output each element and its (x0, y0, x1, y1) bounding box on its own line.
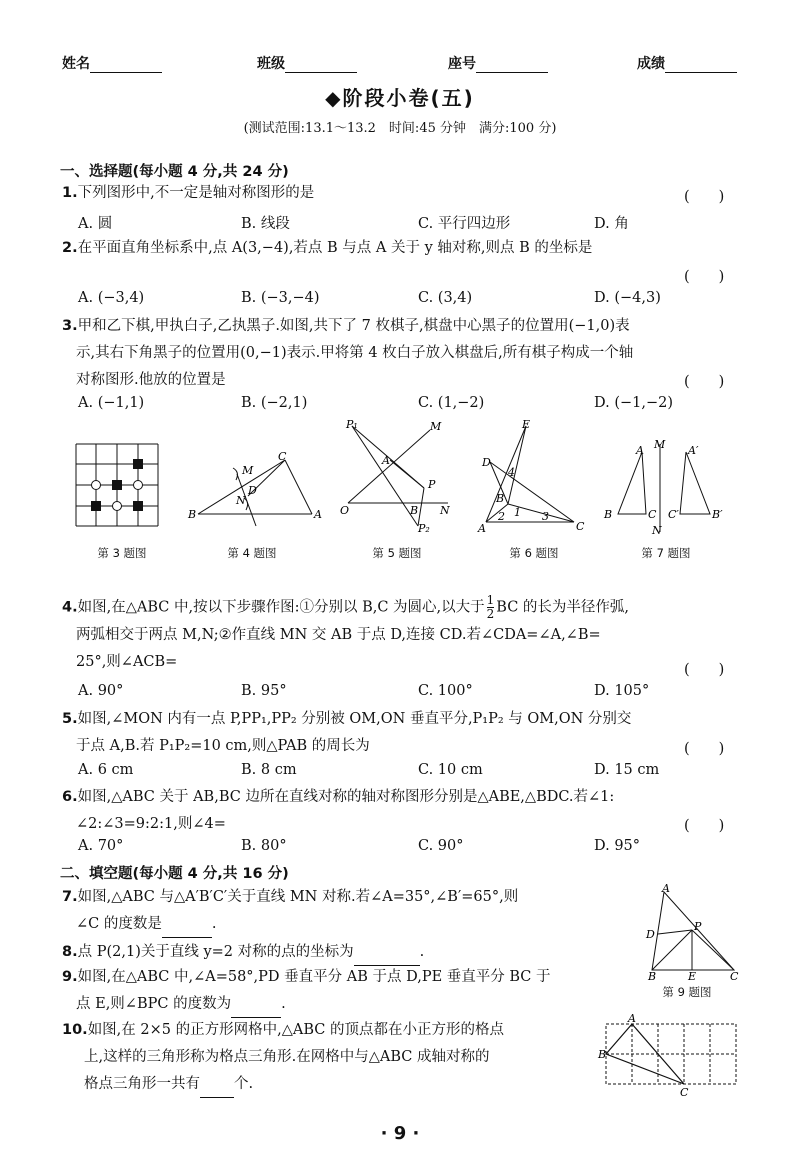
q5-line1: 如图,∠MON 内有一点 P,PP₁,PP₂ 分别被 OM,ON 垂直平分,P₁P₂ 与 OM,ON 分别交 (77, 711, 632, 727)
score-blank[interactable] (665, 59, 737, 73)
page-title: ◆阶段小卷(五) (325, 86, 475, 110)
q3-number: 3. (62, 318, 78, 334)
svg-text:E: E (522, 418, 531, 431)
q4-line3: 25°,则∠ACB= (76, 653, 178, 670)
seat-blank[interactable] (476, 59, 548, 73)
q1-option-c[interactable]: C. 平行四边形 (418, 216, 511, 232)
q3-answer-paren[interactable]: ( ) (684, 374, 725, 390)
svg-text:B: B (598, 1048, 607, 1061)
figure-4-caption: 第 4 题图 (227, 546, 277, 560)
q7-line1: 如图,△ABC 与△A′B′C′关于直线 MN 对称.若∠A=35°,∠B′=65°,则 (77, 889, 519, 905)
figure-6-caption: 第 6 题图 (509, 546, 559, 560)
q1-option-d[interactable]: D. 角 (594, 216, 629, 232)
svg-text:3: 3 (542, 510, 549, 523)
svg-text:M: M (242, 464, 254, 477)
q2-text: 在平面直角坐标系中,点 A(3,−4),若点 B 与点 A 关于 y 轴对称,则点 B 的坐标是 (77, 240, 593, 256)
q8-number: 8. (62, 944, 78, 960)
q4-line2: 两弧相交于两点 M,N;②作直线 MN 交 AB 于点 D,连接 CD.若∠CDA=∠A,∠B= (76, 626, 601, 643)
q9-line1: 如图,在△ABC 中,∠A=58°,PD 垂直平分 AB 于点 D,PE 垂直平分 BC 于 (77, 969, 551, 985)
q4-number: 4. (62, 599, 78, 616)
name-field[interactable] (62, 53, 162, 73)
svg-text:P: P (694, 920, 702, 933)
q4-option-d[interactable]: D. 105° (594, 683, 650, 699)
q5-option-c[interactable]: C. 10 cm (418, 762, 483, 778)
class-label: 班级 (257, 56, 285, 72)
seat-field[interactable] (448, 53, 548, 73)
svg-text:N: N (236, 494, 246, 507)
q8-text-a: 点 P(2,1)关于直线 y=2 对称的点的坐标为 (77, 944, 354, 960)
q4-answer-paren[interactable]: ( ) (684, 662, 725, 678)
figure-9-caption: 第 9 题图 (662, 985, 712, 999)
figure-4-triangle (188, 452, 324, 532)
svg-text:B: B (604, 508, 613, 521)
q2-option-c[interactable]: C. (3,4) (418, 290, 473, 306)
question-2 (62, 235, 742, 262)
question-5 (62, 706, 742, 760)
question-4 (62, 594, 742, 676)
q9-answer-blank[interactable] (231, 1002, 281, 1018)
class-blank[interactable] (285, 59, 357, 73)
q5-option-d[interactable]: D. 15 cm (594, 762, 660, 778)
svg-text:4: 4 (508, 466, 515, 479)
svg-text:N: N (440, 504, 450, 517)
name-label: 姓名 (62, 56, 90, 72)
svg-text:B′: B′ (712, 508, 723, 521)
q7-number: 7. (62, 889, 78, 905)
q9-line2b: . (281, 996, 286, 1012)
svg-text:E: E (688, 970, 697, 983)
svg-text:P₁: P₁ (346, 418, 358, 431)
question-1 (62, 180, 742, 207)
svg-text:P₂: P₂ (418, 522, 430, 535)
q3-option-a[interactable]: A. (−1,1) (78, 395, 145, 411)
question-7 (62, 884, 642, 938)
question-3 (62, 313, 742, 394)
q4-option-b[interactable]: B. 95° (241, 683, 287, 699)
q3-line1: 甲和乙下棋,甲执白子,乙执黑子.如图,共下了 7 枚棋子,棋盘中心黑子的位置用(−1,0)表 (77, 318, 630, 334)
q3-option-d[interactable]: D. (−1,−2) (594, 395, 673, 411)
q6-line2: ∠2:∠3=9:2:1,则∠4= (76, 816, 226, 832)
svg-text:B: B (188, 508, 197, 521)
q7-line2b: . (211, 916, 217, 932)
svg-text:A: A (478, 522, 486, 535)
svg-text:D: D (248, 484, 257, 497)
q5-number: 5. (62, 711, 78, 727)
q6-option-d[interactable]: D. 95° (594, 838, 641, 854)
q5-line2: 于点 A,B.若 P₁P₂=10 cm,则△PAB 的周长为 (76, 738, 370, 754)
svg-text:C: C (730, 970, 739, 983)
q6-line1: 如图,△ABC 关于 AB,BC 边所在直线对称的轴对称图形分别是△ABE,△BDC.若∠1: (77, 789, 615, 805)
svg-text:A: A (628, 1012, 636, 1025)
seat-label: 座号 (448, 56, 476, 72)
q6-answer-paren[interactable]: ( ) (684, 818, 725, 834)
q9-line2a: 点 E,则∠BPC 的度数为 (76, 996, 232, 1012)
svg-text:M: M (430, 420, 442, 433)
svg-text:N: N (652, 524, 662, 537)
question-6 (62, 784, 742, 838)
svg-text:B: B (410, 504, 419, 517)
question-9 (62, 964, 642, 1018)
svg-text:C: C (648, 508, 657, 521)
name-blank[interactable] (90, 59, 162, 73)
score-field[interactable] (637, 53, 737, 73)
q4-fraction (487, 594, 495, 621)
figure-9-triangle (644, 882, 740, 983)
svg-text:C: C (680, 1086, 689, 1099)
q10-line3a: 格点三角形一共有 (84, 1076, 200, 1092)
q8-text-b: . (419, 944, 425, 960)
q6-option-b[interactable]: B. 80° (241, 838, 287, 854)
q3-option-c[interactable]: C. (1,−2) (418, 395, 485, 411)
figure-3-go-board (74, 442, 160, 528)
svg-text:2: 2 (498, 510, 505, 523)
q4-line1b: BC 的长为半径作弧, (496, 599, 630, 616)
svg-text:D: D (482, 456, 491, 469)
q10-line2: 上,这样的三角形称为格点三角形.在网格中与△ABC 成轴对称的 (84, 1049, 490, 1065)
svg-text:O: O (340, 504, 350, 517)
svg-text:C: C (278, 450, 287, 463)
svg-text:D: D (646, 928, 655, 941)
figure-10-grid (598, 1012, 746, 1099)
q6-option-a[interactable]: A. 70° (78, 838, 124, 854)
svg-text:P: P (428, 478, 436, 491)
figure-5-caption: 第 5 题图 (372, 546, 422, 560)
q4-option-c[interactable]: C. 100° (418, 683, 473, 699)
q1-option-a[interactable]: A. 圆 (78, 216, 113, 232)
svg-text:C′: C′ (668, 508, 679, 521)
q4-frac-denominator: 2 (486, 607, 495, 621)
q5-option-a[interactable]: A. 6 cm (78, 762, 134, 778)
q10-number: 10. (62, 1022, 88, 1038)
q5-option-b[interactable]: B. 8 cm (241, 762, 297, 778)
section2-heading: 二、填空题(每小题 4 分,共 16 分) (60, 866, 289, 882)
svg-text:A: A (662, 882, 670, 895)
svg-text:A: A (636, 444, 644, 457)
svg-text:B: B (496, 492, 505, 505)
section1-heading: 一、选择题(每小题 4 分,共 24 分) (60, 164, 289, 180)
q2-option-b[interactable]: B. (−3,−4) (241, 290, 320, 306)
q4-option-a[interactable]: A. 90° (78, 683, 124, 699)
q2-option-d[interactable]: D. (−4,3) (594, 290, 661, 306)
svg-text:A′: A′ (688, 444, 699, 457)
q10-line1: 如图,在 2×5 的正方形网格中,△ABC 的顶点都在小正方形的格点 (87, 1022, 504, 1038)
q1-text: 下列图形中,不一定是轴对称图形的是 (77, 185, 315, 201)
q1-answer-paren[interactable]: ( ) (684, 189, 725, 205)
svg-text:B: B (648, 970, 657, 983)
svg-text:1: 1 (514, 506, 521, 519)
figure-6-triangles (478, 418, 584, 538)
q3-option-b[interactable]: B. (−2,1) (241, 395, 308, 411)
q4-line1a: 如图,在△ABC 中,按以下步骤作图:①分别以 B,C 为圆心,以大于 (77, 599, 485, 616)
q5-answer-paren[interactable]: ( ) (684, 741, 725, 757)
figure-7-caption: 第 7 题图 (641, 546, 691, 560)
q4-frac-numerator: 1 (486, 593, 495, 607)
figure-7-mirror (600, 440, 735, 536)
svg-text:M: M (654, 438, 666, 451)
page-subtitle: (测试范围:13.1～13.2 时间:45 分钟 满分:100 分) (243, 121, 557, 136)
q1-number: 1. (62, 185, 78, 201)
q7-answer-blank[interactable] (162, 922, 212, 938)
q6-option-c[interactable]: C. 90° (418, 838, 464, 854)
q1-option-b[interactable]: B. 线段 (241, 216, 290, 232)
q2-option-a[interactable]: A. (−3,4) (78, 290, 145, 306)
q10-line3b: 个. (234, 1076, 254, 1092)
question-8 (62, 939, 622, 966)
svg-text:A: A (314, 508, 322, 521)
svg-text:C: C (576, 520, 585, 533)
figure-5-angle (340, 418, 460, 536)
figure-3-caption: 第 3 题图 (97, 546, 147, 560)
q3-line3: 对称图形.他放的位置是 (76, 372, 226, 388)
page-number: · 9 · (380, 1123, 420, 1144)
q3-line2: 示,其右下角黑子的位置用(0,−1)表示.甲将第 4 枚白子放入棋盘后,所有棋子构成一个轴 (76, 345, 634, 361)
class-field[interactable] (257, 53, 357, 73)
q6-number: 6. (62, 789, 78, 805)
q7-line2a: ∠C 的度数是 (76, 916, 162, 932)
q2-answer-paren[interactable]: ( ) (684, 269, 725, 285)
svg-text:A: A (382, 454, 390, 467)
question-10 (62, 1017, 592, 1098)
q2-number: 2. (62, 240, 78, 256)
q9-number: 9. (62, 969, 78, 985)
q10-answer-blank[interactable] (200, 1082, 234, 1098)
score-label: 成绩 (637, 56, 665, 72)
